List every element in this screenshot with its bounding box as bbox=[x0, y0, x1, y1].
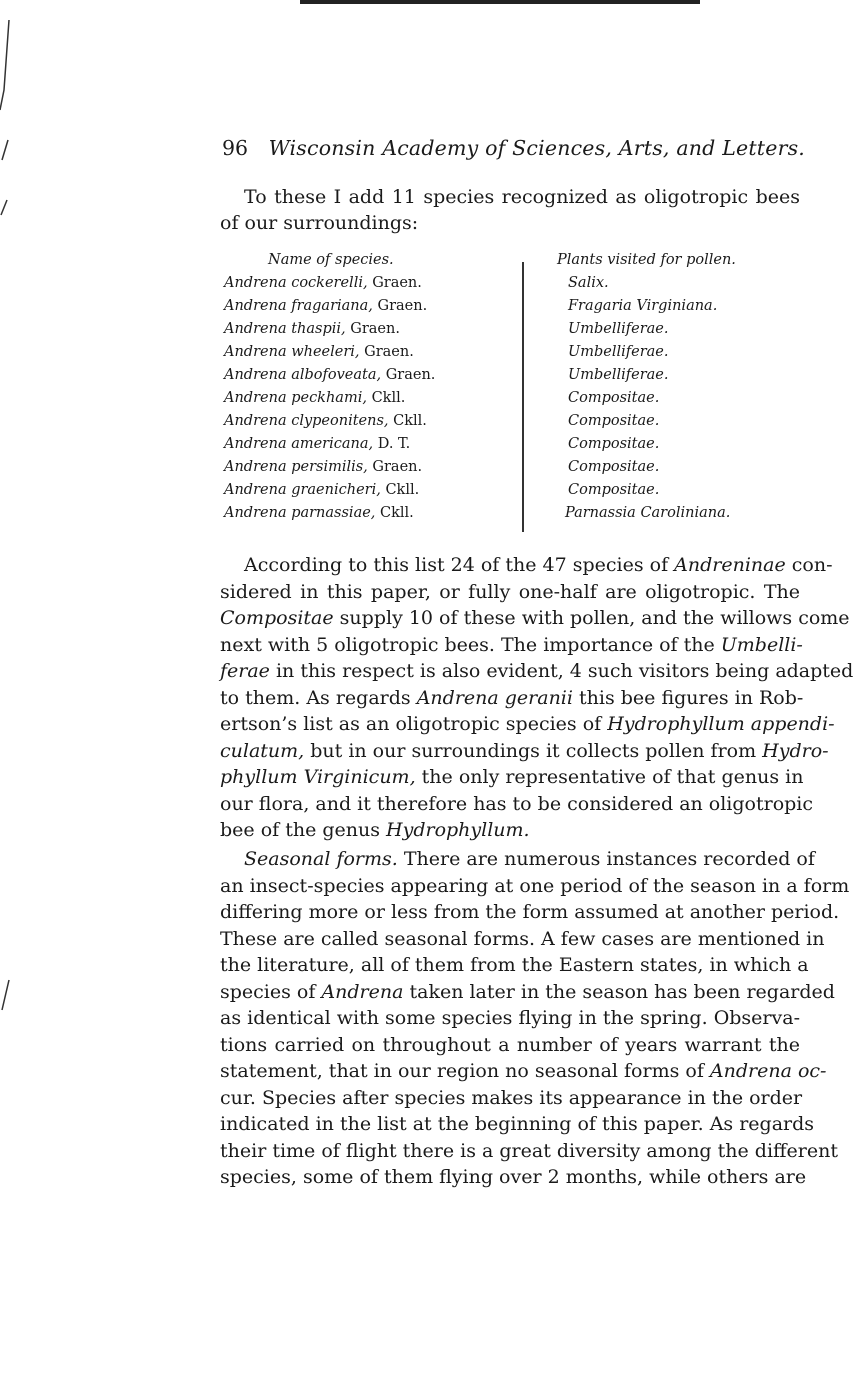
plant-name: Umbelliferae. bbox=[568, 344, 669, 360]
table-row: Andrena albofoveata, Graen. Umbelliferae. bbox=[224, 367, 669, 383]
page-number: 96 bbox=[222, 136, 249, 160]
table-row: Andrena thaspii, Graen. Umbelliferae. bbox=[224, 321, 669, 337]
plant-name: Salix. bbox=[568, 275, 609, 291]
table-row: Andrena peckhami, Ckll. Compositae. bbox=[224, 390, 660, 406]
plant-name: Compositae. bbox=[568, 459, 660, 475]
plant-name: Compositae. bbox=[568, 413, 660, 429]
running-title: Wisconsin Academy of Sciences, Arts, and Letters. bbox=[268, 136, 806, 160]
plant-name: Compositae. bbox=[568, 482, 660, 498]
plant-name: Parnassia Caroliniana. bbox=[565, 505, 731, 521]
table-row: Andrena persimilis, Graen. Compositae. bbox=[224, 459, 660, 475]
table-row: Andrena graenicheri, Ckll. Compositae. bbox=[224, 482, 660, 498]
running-header bbox=[222, 136, 806, 160]
page-edge-top bbox=[300, 0, 700, 4]
paragraph-oligotropic-summary: According to this list 24 of the 47 species of Andreninae con- sidered in this paper, or fully one-half are oligotropic. The Compositae supply 10 of these with pollen, and the willows come next with 5 oligotropic bees. The importance of the Umbelli- ferae in this respect is also evident, 4 such visitors being adapted to them. As regards Andrena geranii this bee figures in Rob- ertson’s list as an oligotropic species of Hydrophyllum appendi- culatum, but in our surroundings it collects pollen from Hydro- phyllum Virginicum, the only representative of that genus in our flora, and it therefore has to be considered an oligotropic bee of the genus Hydrophyllum. bbox=[220, 554, 854, 841]
table-row: Andrena fragariana, Graen. Fragaria Virginiana. bbox=[224, 298, 718, 314]
table-row: Andrena clypeonitens, Ckll. Compositae. bbox=[224, 413, 660, 429]
plant-name: Umbelliferae. bbox=[568, 367, 669, 383]
table-row: Andrena cockerelli, Graen. Salix. bbox=[224, 275, 609, 291]
plant-name: Fragaria Virginiana. bbox=[568, 298, 718, 314]
column-header-plants: Plants visited for pollen. bbox=[557, 252, 736, 268]
table-row: Andrena parnassiae, Ckll. Parnassia Caroliniana. bbox=[224, 505, 731, 521]
plant-name: Compositae. bbox=[568, 436, 660, 452]
table-row: Andrena americana, D. T. Compositae. bbox=[224, 436, 660, 452]
table-row: Andrena wheeleri, Graen. Umbelliferae. bbox=[224, 344, 669, 360]
paragraph-seasonal-forms: Seasonal forms. There are numerous instances recorded of an insect-species appearing at one period of the season in a form differing more or less from the form assumed at another period. These are called seasonal forms. A few cases are mentioned in the literature, all of them from the Eastern states, in which a species of Andrena taken later in the season has been regarded as identical with some species flying in the spring. Observa- tions carried on throughout a number of years warrant the statement, that in our region no seasonal forms of Andrena oc- cur. Species after species makes its appearance in the order indicated in the list at the beginning of this paper. As regards their time of flight there is a great diversity among the different species, some of them flying over 2 months, while others are bbox=[220, 848, 850, 1188]
plant-name: Umbelliferae. bbox=[568, 321, 669, 337]
intro-paragraph: To these I add 11 species recognized as oligotropic bees of our surroundings: bbox=[220, 186, 800, 234]
page-edge-shadow bbox=[0, 0, 10, 1380]
plant-name: Compositae. bbox=[568, 390, 660, 406]
species-table bbox=[220, 252, 800, 532]
column-header-species: Name of species. bbox=[268, 252, 394, 268]
